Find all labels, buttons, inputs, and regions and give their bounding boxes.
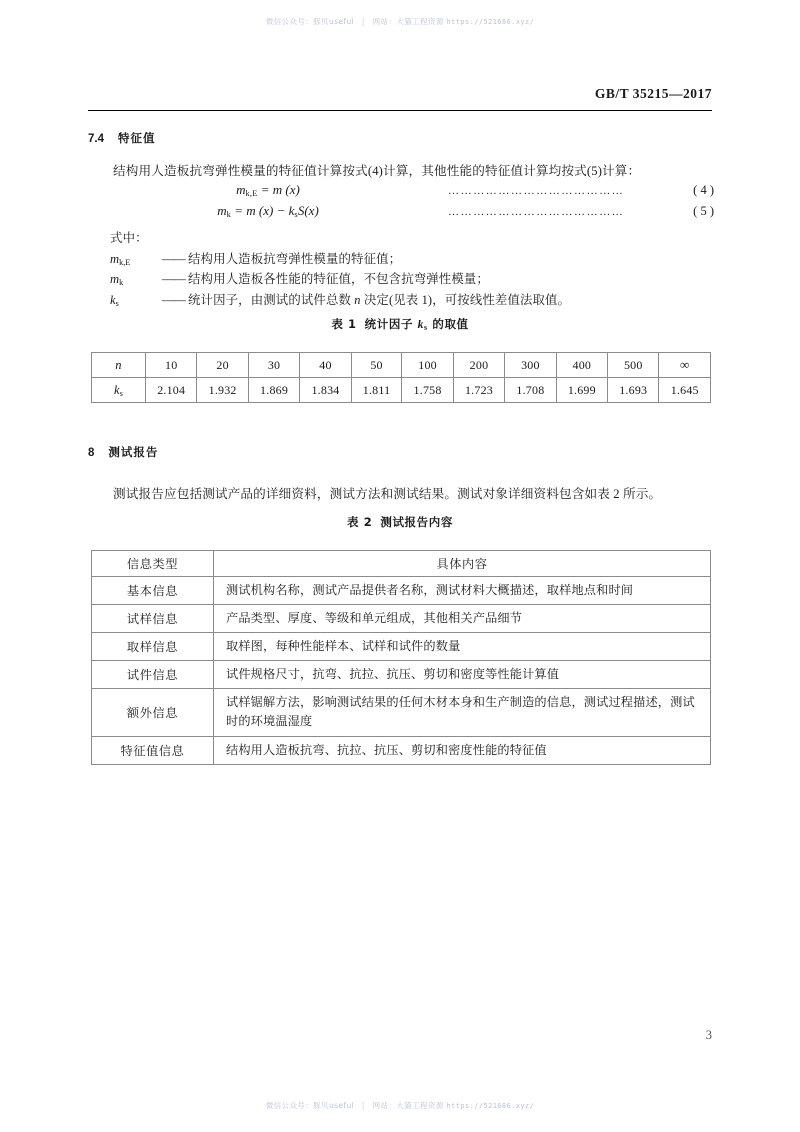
table-2-header-detail: 具体内容 bbox=[214, 551, 711, 577]
where-definition-mke: 结构用人造板抗弯弹性模量的特征值； bbox=[188, 252, 402, 266]
test-report-content-table bbox=[91, 550, 711, 765]
table-row bbox=[92, 632, 711, 660]
where-block bbox=[110, 228, 720, 310]
clause-heading-8 bbox=[88, 444, 158, 460]
where-symbol-mke-sub: k,E bbox=[119, 258, 131, 267]
table-1-ks-cell: 1.699 bbox=[556, 378, 607, 403]
watermark-top bbox=[0, 16, 800, 27]
where-item-mke bbox=[110, 249, 720, 269]
header-rule bbox=[88, 110, 712, 111]
formula-5-leader: …………………………………… bbox=[448, 206, 625, 218]
page-number: 3 bbox=[705, 1028, 712, 1042]
table-1-label-ks-sub: s bbox=[119, 388, 124, 398]
where-dash-mk: —— bbox=[162, 272, 185, 287]
table-row-ks bbox=[92, 378, 711, 403]
table-2-type-cell: 基本信息 bbox=[92, 577, 214, 605]
watermark-url: https://521686.xyz/ bbox=[446, 18, 535, 26]
where-symbol-ks bbox=[110, 290, 162, 310]
table-1-n-cell: 100 bbox=[402, 353, 453, 378]
formula-4-rhs: = m (x) bbox=[260, 182, 300, 197]
table-2-detail-cell: 测试机构名称，测试产品提供者名称，测试材料大概描述，取样地点和时间 bbox=[214, 577, 711, 605]
table-1-n-cell: 50 bbox=[351, 353, 402, 378]
where-definition-ks-italic: n bbox=[354, 292, 361, 307]
table-1-ks-cell: 1.693 bbox=[608, 378, 659, 403]
where-symbol-mk-base: m bbox=[110, 272, 120, 287]
statistical-factor-table bbox=[91, 352, 711, 403]
where-symbol-ks-base: k bbox=[110, 292, 116, 307]
table-1-body bbox=[92, 353, 711, 403]
table-row-n bbox=[92, 353, 711, 378]
watermark-bottom bbox=[0, 1100, 800, 1111]
table-1-ks-cell: 1.758 bbox=[402, 378, 453, 403]
table-1-ks-cell: 1.645 bbox=[659, 378, 711, 403]
formula-5-lhs: m bbox=[217, 203, 227, 218]
table-row bbox=[92, 688, 711, 736]
table-1-n-cell: 400 bbox=[556, 353, 607, 378]
where-symbol-ks-sub: s bbox=[115, 298, 119, 308]
table-2-header-type: 信息类型 bbox=[92, 551, 214, 577]
table-2-type-cell: 额外信息 bbox=[92, 688, 214, 736]
where-symbol-mke bbox=[110, 249, 162, 269]
clause-heading-7-4 bbox=[88, 130, 156, 146]
formula-5-number: ( 5 ) bbox=[693, 204, 714, 218]
formula-4-lhs: m bbox=[236, 182, 246, 197]
clause-title-8: 测试报告 bbox=[108, 445, 159, 459]
where-item-ks bbox=[110, 290, 720, 310]
formula-5-rhs-tail: S(x) bbox=[297, 203, 319, 218]
formula-4-leader: …………………………………… bbox=[448, 185, 625, 197]
table-2-detail-cell: 取样图，每种性能样本、试样和试件的数量 bbox=[214, 632, 711, 660]
watermark-bottom-wechat-label: 微信公众号：豚贝useful bbox=[265, 1101, 355, 1110]
table-1-caption bbox=[0, 316, 800, 332]
table-2-caption-number: 表 2 bbox=[347, 515, 373, 529]
table-1-ks-cell: 1.708 bbox=[505, 378, 556, 403]
watermark-separator: | bbox=[361, 17, 365, 26]
table-2-type-cell: 特征值信息 bbox=[92, 736, 214, 764]
where-definition-ks-post: 决定(见表 1)，可按线性差值法取值。 bbox=[360, 292, 571, 307]
formula-5-rhs: = m (x) − k bbox=[234, 203, 295, 218]
formula-expression-4 bbox=[88, 182, 448, 198]
table-2-head bbox=[92, 551, 711, 577]
table-1-n-cell: 300 bbox=[505, 353, 556, 378]
table-2-detail-cell: 结构用人造板抗弯、抗拉、抗压、剪切和密度性能的特征值 bbox=[214, 736, 711, 764]
table-2-type-cell: 试件信息 bbox=[92, 660, 214, 688]
where-symbol-mk bbox=[110, 269, 162, 289]
table-1-label-n: n bbox=[92, 353, 146, 378]
formula-5-lhs-sub: k bbox=[226, 210, 231, 219]
table-1-n-cell: 500 bbox=[608, 353, 659, 378]
formula-4-lhs-sub: k,E bbox=[245, 189, 258, 198]
where-definition-ks-pre: 统计因子，由测试的试件总数 bbox=[188, 292, 355, 307]
where-definition-ks bbox=[188, 290, 720, 310]
watermark-bottom-url: https://521686.xyz/ bbox=[446, 1102, 535, 1110]
clause-number-7-4: 7.4 bbox=[88, 133, 104, 145]
table-1-n-cell: ∞ bbox=[659, 353, 711, 378]
table-2-header-row bbox=[92, 551, 711, 577]
table-1-n-cell: 20 bbox=[197, 353, 248, 378]
table-2-caption bbox=[0, 514, 800, 530]
where-definition-mk: 结构用人造板各性能的特征值，不包含抗弯弹性模量； bbox=[188, 272, 489, 287]
table-row bbox=[92, 604, 711, 632]
formula-row-5 bbox=[88, 203, 714, 224]
where-item-mk bbox=[110, 269, 720, 289]
table-row bbox=[92, 577, 711, 605]
table-1-caption-number: 表 1 bbox=[331, 317, 357, 331]
clause-number-8: 8 bbox=[88, 447, 95, 459]
table-1-ks-cell: 1.834 bbox=[300, 378, 351, 403]
table-1-ks-cell: 1.811 bbox=[351, 378, 402, 403]
table-1-ks-cell: 1.723 bbox=[453, 378, 504, 403]
table-1-label-ks-base: k bbox=[113, 382, 120, 397]
standard-code: GB/T 35215—2017 bbox=[594, 86, 712, 101]
clause-paragraph-8: 测试报告应包括测试产品的详细资料，测试方法和测试结果。测试对象详细资料包含如表 2 所示。 bbox=[113, 487, 662, 501]
table-1-n-cell: 10 bbox=[146, 353, 197, 378]
clause-paragraph-7-4: 结构用人造板抗弯弹性模量的特征值计算按式(4)计算，其他性能的特征值计算均按式(5)计算： bbox=[113, 164, 641, 178]
table-1-ks-cell: 2.104 bbox=[146, 378, 197, 403]
where-dash-mke: —— bbox=[162, 252, 185, 266]
table-2-detail-cell: 试样锯解方法，影响测试结果的任何木材本身和生产制造的信息，测试过程描述，测试时的环境温湿度 bbox=[214, 688, 711, 736]
watermark-site-label: 网站：大猫工程资源 bbox=[372, 17, 444, 26]
table-2-detail-cell: 试件规格尺寸，抗弯、抗拉、抗压、剪切和密度等性能计算值 bbox=[214, 660, 711, 688]
table-1-caption-symbol bbox=[418, 319, 428, 331]
where-dash-ks: —— bbox=[162, 292, 185, 307]
table-1-caption-symbol-base: k bbox=[417, 319, 425, 331]
table-2-type-cell: 试样信息 bbox=[92, 604, 214, 632]
where-symbol-mk-sub: k bbox=[119, 278, 124, 288]
clause-title-7-4: 特征值 bbox=[118, 131, 156, 145]
table-row bbox=[92, 660, 711, 688]
table-1-caption-title-post: 的取值 bbox=[427, 317, 469, 331]
table-2-detail-cell: 产品类型、厚度、等级和单元组成，其他相关产品细节 bbox=[214, 604, 711, 632]
table-1-caption-symbol-sub: s bbox=[424, 323, 428, 332]
formula-5-rhs-sub: s bbox=[294, 210, 298, 219]
table-1-n-cell: 40 bbox=[300, 353, 351, 378]
formula-block bbox=[88, 182, 714, 224]
table-1-n-cell: 30 bbox=[248, 353, 299, 378]
table-1-ks-cell: 1.869 bbox=[248, 378, 299, 403]
table-2-caption-title: 测试报告内容 bbox=[380, 515, 453, 529]
where-symbol-mke-base: m bbox=[110, 252, 120, 266]
table-row bbox=[92, 736, 711, 764]
watermark-bottom-separator: | bbox=[361, 1101, 365, 1110]
formula-expression-5 bbox=[88, 203, 448, 219]
table-2-body bbox=[92, 577, 711, 765]
table-2-type-cell: 取样信息 bbox=[92, 632, 214, 660]
table-1-ks-cell: 1.932 bbox=[197, 378, 248, 403]
formula-row-4 bbox=[88, 182, 714, 203]
formula-4-number: ( 4 ) bbox=[693, 183, 714, 197]
table-1-label-ks bbox=[92, 378, 146, 403]
table-1-caption-title-pre: 统计因子 bbox=[364, 317, 418, 331]
watermark-bottom-site-label: 网站：大猫工程资源 bbox=[372, 1101, 444, 1110]
watermark-wechat-label: 微信公众号：豚贝useful bbox=[265, 17, 355, 26]
table-1-n-cell: 200 bbox=[453, 353, 504, 378]
where-title: 式中： bbox=[110, 231, 148, 245]
